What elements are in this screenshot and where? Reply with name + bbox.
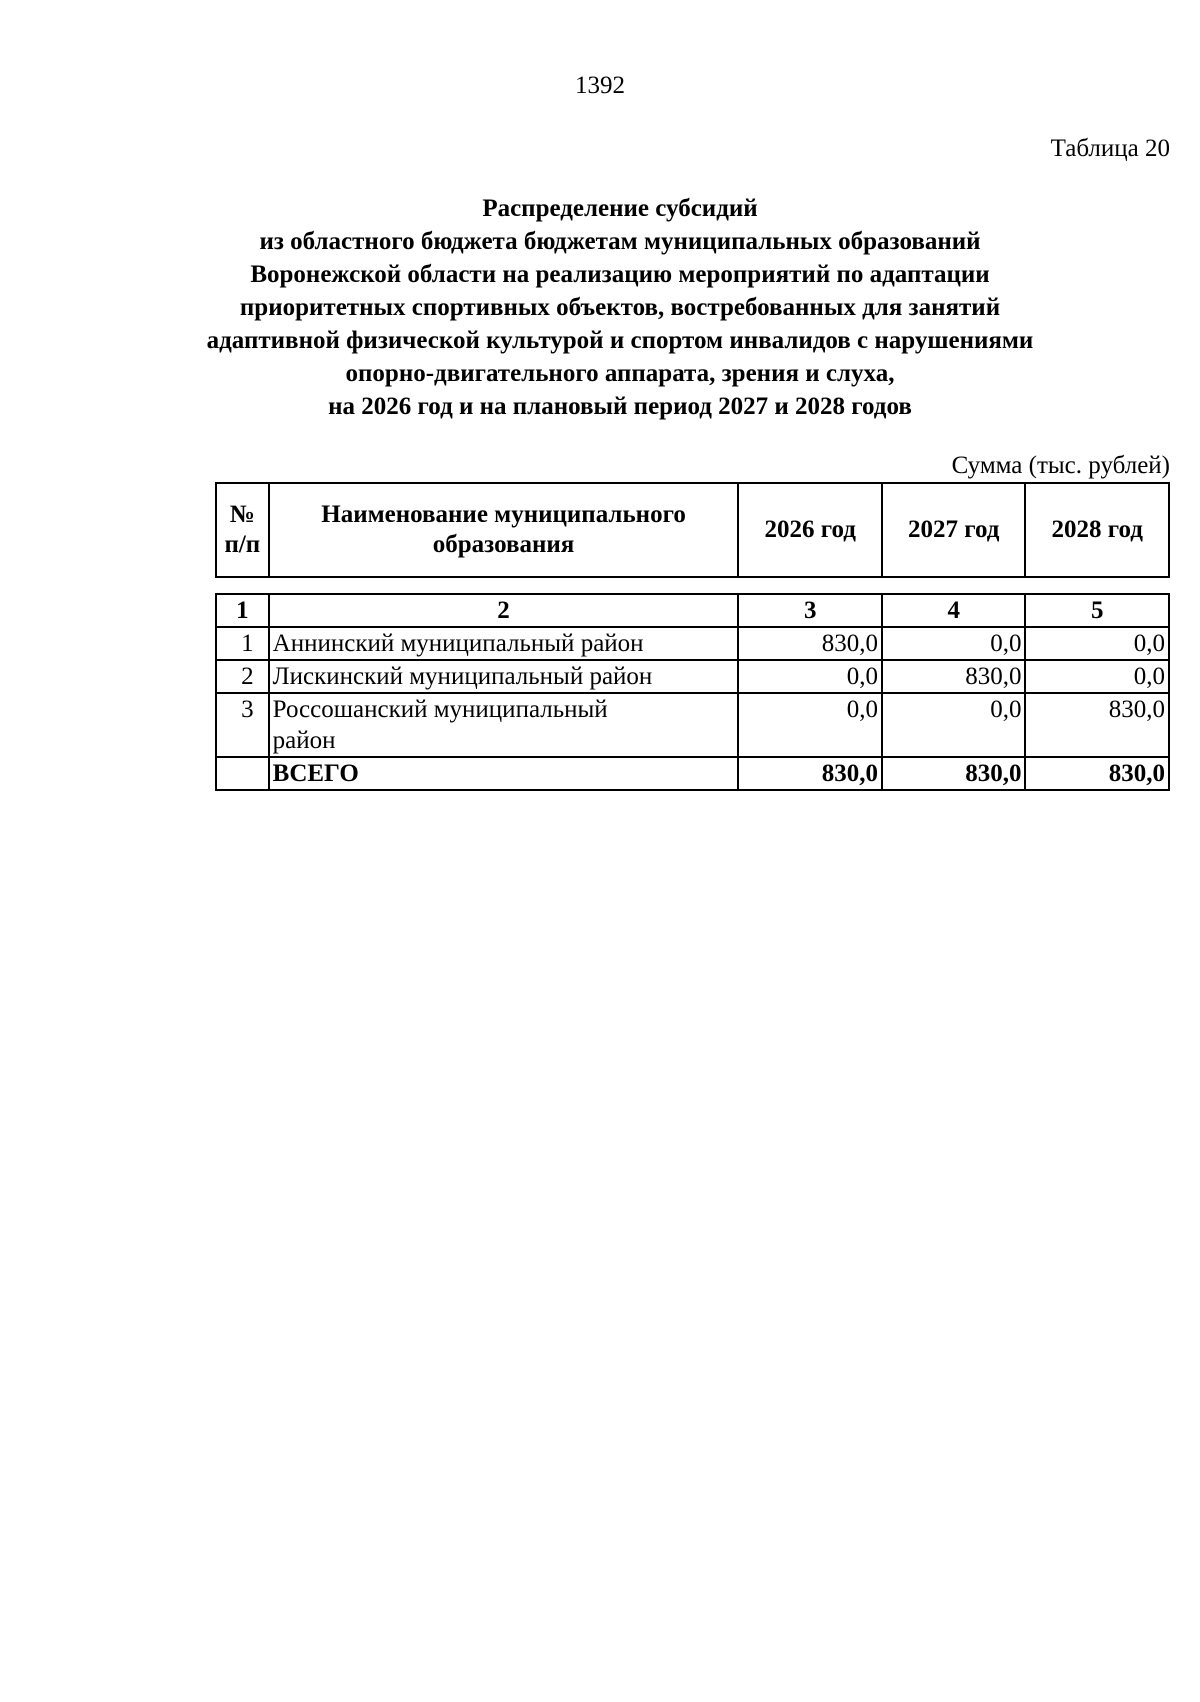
header-number	[216, 483, 269, 577]
title-line: приоритетных спортивных объектов, востребованных для занятий	[239, 294, 1001, 321]
column-number-row	[216, 594, 1169, 627]
total-value-2026: 830,0	[738, 757, 882, 790]
title-line: Воронежской области на реализацию мероприятий по адаптации	[250, 261, 990, 288]
column-number: 1	[216, 594, 269, 627]
table-label: Таблица 20	[1050, 135, 1170, 162]
row-name-line2: район	[272, 727, 336, 754]
row-value-2026: 0,0	[738, 693, 882, 757]
total-row	[216, 757, 1169, 790]
column-number: 4	[882, 594, 1026, 627]
table-header	[215, 482, 1170, 578]
header-name-line1: Наименование муниципального	[321, 501, 686, 528]
header-2027: 2027 год	[882, 483, 1026, 577]
header-2028: 2028 год	[1025, 483, 1169, 577]
row-value-2028: 0,0	[1025, 627, 1169, 660]
row-value-2026: 830,0	[738, 627, 882, 660]
header-number-line1: №	[229, 501, 255, 528]
table-body	[215, 593, 1170, 791]
row-value-2027: 830,0	[882, 660, 1026, 693]
row-name	[269, 693, 739, 757]
row-name	[269, 627, 739, 660]
row-index: 2	[216, 660, 269, 693]
row-name-line1: Лискинский муниципальный район	[272, 663, 653, 690]
table-row	[216, 627, 1169, 660]
header-name	[269, 483, 739, 577]
page-number: 1392	[575, 72, 625, 99]
title-line: адаптивной физической культурой и спортом инвалидов с нарушениями	[206, 327, 1034, 354]
total-label: ВСЕГО	[269, 757, 739, 790]
document-title	[180, 192, 1060, 423]
total-value-2028: 830,0	[1025, 757, 1169, 790]
row-value-2027: 0,0	[882, 693, 1026, 757]
row-name-line1: Россошанский муниципальный	[272, 696, 608, 723]
row-value-2026: 0,0	[738, 660, 882, 693]
units-label: Сумма (тыс. рублей)	[951, 452, 1170, 479]
title-line: на 2026 год и на плановый период 2027 и 2028 годов	[328, 393, 912, 420]
row-name	[269, 660, 739, 693]
column-number: 5	[1025, 594, 1169, 627]
row-value-2028: 0,0	[1025, 660, 1169, 693]
header-row	[216, 483, 1169, 577]
title-line: опорно-двигательного аппарата, зрения и слуха,	[345, 360, 895, 387]
header-name-line2: образования	[432, 531, 575, 558]
row-index: 3	[216, 693, 269, 757]
total-value-2027: 830,0	[882, 757, 1026, 790]
table-row	[216, 660, 1169, 693]
header-2026: 2026 год	[738, 483, 882, 577]
row-value-2028: 830,0	[1025, 693, 1169, 757]
table-row	[216, 693, 1169, 757]
column-number: 3	[738, 594, 882, 627]
title-line: из областного бюджета бюджетам муниципальных образований	[259, 228, 981, 255]
title-line: Распределение субсидий	[482, 195, 758, 222]
total-index	[216, 757, 269, 790]
column-number: 2	[269, 594, 739, 627]
row-name-line1: Аннинский муниципальный район	[272, 630, 644, 657]
header-number-line2: п/п	[224, 531, 261, 558]
row-value-2027: 0,0	[882, 627, 1026, 660]
row-index: 1	[216, 627, 269, 660]
